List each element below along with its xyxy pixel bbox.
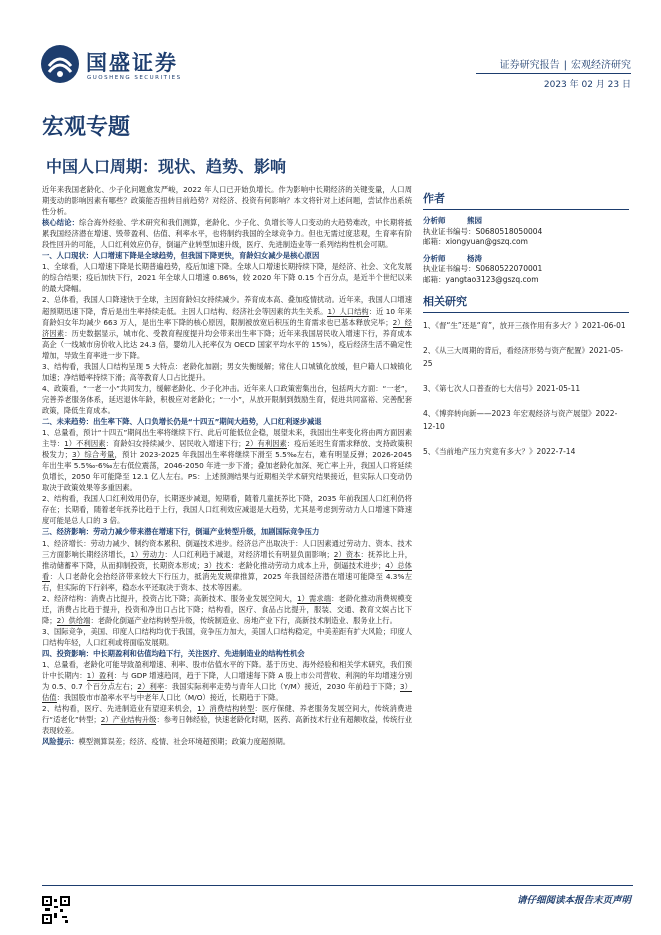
paragraph: 1、经济增长：劳动力减少、制约资本累积、倒逼技术进步。经济总产出取决于：人口因素通过劳动力、资本、技术三方面影响长期经济增长，1）劳动力：人口红利趋于减退，对经济增长有明显负面影响；2）资本：抚养比上升，推动储蓄率下降，从而抑制投资，长期资本形成；3）技术：老龄化推动劳动力成本上升，倒逼技术进步；4）总体看：人口老龄化会抬经济带来较大下行压力，抵消先发规律推算，2025 年我国经济潜在增速可能降至 4.3%左右，但实际的下行斜率，稳态水平还取决于资本、技术等因素。 [42, 538, 413, 592]
analyst-email[interactable]: yangtao3123@gszq.com [445, 274, 539, 284]
email-label: 邮箱： [423, 274, 446, 284]
company-logo [40, 44, 240, 88]
footer-divider [42, 885, 633, 886]
related-report-link[interactable]: 3、《第七次人口普查的七大信号》2021-05-11 [423, 384, 581, 393]
report-type: 证券研究报告 [499, 60, 560, 71]
paragraph: 2、结构看，医疗、先进制造业有望迎来机会，1）消费结构转型：医疗保健、养老服务发展空间大，传统消费进行“适老化”转型；2）产业结构升级：参考日韩经验，快速老龄化时期，医药、高新技术行业有超额收益，传统行业表现较差。 [42, 704, 413, 736]
report-date: 2023 年 02 月 23 日 [543, 80, 631, 90]
related-heading: 相关研究 [423, 293, 629, 313]
risk-warning [42, 736, 412, 747]
section-heading-1: 一、人口现状：人口增速下降是全球趋势，但我国下降更快，育龄妇女减少是核心原因 [42, 251, 320, 261]
license-number: S0680518050004 [475, 226, 543, 236]
analyst-card [423, 254, 629, 286]
section-heading-3: 三、经济影响：劳动力减少带来潜在增速下行，倒逼产业转型升级，加剧国际竞争压力 [42, 527, 320, 537]
email-label: 邮箱： [423, 237, 446, 246]
company-logo-icon [40, 44, 80, 84]
license-number: S0680522070001 [475, 264, 543, 273]
related-report-link[interactable]: 5、《当前地产压力究竟有多大？》2022-7-14 [423, 447, 576, 456]
sidebar [423, 190, 629, 470]
qr-code-icon [42, 896, 70, 924]
related-report-link[interactable]: 1、《督“生”还是“育”，放开三孩作用有多大？》2021-06-01 [423, 321, 626, 330]
paragraph: 2、结构看，我国人口红利效用仍存，长期逐步减退，短期看，随着几童抚养比下降，2035 年前我国人口红利仍将存在；长期看，随着老年抚养比趋于上行，我国人口红利效应减退是大趋势，尤其是考虑到劳动力人口增速下降速度可能是总人口的 3 倍。 [42, 494, 412, 526]
core-label: 核心结论： [42, 218, 80, 228]
report-body [42, 184, 412, 747]
paragraph: 3、结构看，我国人口结构呈现 5 大特点：老龄化加剧；男女失衡缓解；常住人口城镇化放缓，但户籍人口城镇化加速；净结婚率持续下滑；高等教育人口占比提升。 [42, 361, 412, 382]
footer-disclaimer: 请仔细阅读本报告末页声明 [516, 895, 631, 906]
section-heading-2: 二、未来趋势：出生率下降、人口负增长仍是“十四五”期间大趋势，人口红利逐步减退 [42, 416, 322, 426]
analyst-role: 分析师 [423, 253, 446, 263]
license-label: 执业证书编号： [423, 264, 476, 273]
authors-heading: 作者 [423, 190, 629, 210]
report-field: 宏观经济研究 [571, 60, 631, 71]
intro-paragraph: 近年来我国老龄化、少子化问题愈发严峻，2022 年人口已开始负增长。作为影响中长期经济的关键变量，人口周期变动的影响因素有哪些？政策能否扭转目前趋势？对经济、投资有何影响？本文将针对上述问题，尝试作出系统性分析。 [42, 185, 412, 217]
risk-label: 风险提示： [42, 737, 79, 747]
paragraph: 1、总量看，老龄化可能导致盈利增速、利率、股市估值水平的下降。基于历史、海外经验和相关学术研究，我们预计中长期内：1）盈利：与 GDP 增速趋同，趋于下降，人口增速每下降 A 股上市公司营收、利润的年均增速分别为 0.5、0.7 个百分点左右；2）利率：我国实际利率走势与青年人口比（Y/M）接近，2030 年前趋于下降；3）估值：我国股市市盈率水平与中老年人口比（M/O）接近，长期趋于下降。 [42, 660, 412, 703]
analyst-card [423, 216, 629, 248]
header-divider [476, 73, 631, 74]
paragraph: 1、全球看，人口增速下降是长期普遍趋势，疫后加速下降。全球人口增速长期持续下降，是经济、社会、文化发展的综合结果；疫后加快下行，2021 年全球人口增速 0.86%，较 2020 年下降 0.15 个百分点，是近半个世纪以来的最大降幅。 [42, 262, 412, 294]
paragraph: 2、总体看，我国人口降速快于全球，主因育龄妇女持续减少。养育成本高、叠加疫情扰动。近年来，我国人口增速超预期迅速下降，背后是出生率持续走低。主因人口结构、经济社会等因素的共生关系。1）人口结构：近 10 年来育龄妇女年均减少 663 万人，是出生率下降的核心原因，限制被放宽后积压的生育需求也已基本释放完毕；2）经济因素：历史数据显示，城市化、受教育程度提升均会带来出生率下降；近年来我国居民收入增速下行，养育成本高企（一线城市房价收入比达 24.3 倍，婴幼儿入托率仅为 OECD 国家平均水平的 15%），疫后经济生活不确定性增加，导致生育率进一步下降。 [42, 295, 413, 360]
paragraph: 3、国际竞争，美国、印度人口结构均优于我国，竞争压力加大，美国人口结构稳定，中美差距有扩大风险；印度人口结构年轻，人口红利或将面临发展期。 [42, 626, 412, 647]
paragraph: 1、总量看，预计“十四五”期间出生率将继续下行、此后可能低位企稳，展望未来，我国出生率变化将由两方面因素主导：1）不利因素：育龄妇女持续减少、居民收入增速下行；2）有利因素：疫后延迟生育需求释放、支持政策积极发力；3）综合考量，预计 2023-2025 年我国出生率将继续下滑至 5.5‰左右，难有明显反弹；2026-2045 年出生率 5.5‰-6‰左右低位震荡，2046-2050 年进一步下滑；叠加老龄化加深、死亡率上升，我国人口将延续负增长，2050 年可能降至 12.1 亿人左右。PS：上述预测结果与近期相关学术研究结果接近，但实际人口变动仍取决于政策效果等多重因素。 [42, 428, 412, 493]
analyst-role: 分析师 [423, 216, 446, 225]
analyst-name: 熊园 [467, 216, 482, 225]
logo-english: GUOSHENG SECURITIES [87, 75, 182, 81]
core-conclusion [42, 217, 412, 250]
section-heading-4: 四、投资影响：中长期盈利和估值均趋下行，关注医疗、先进制造业的结构性机会 [42, 648, 305, 658]
report-category: 证券研究报告 | 宏观经济研究 [499, 60, 631, 71]
core-text: 综合海外经验、学术研究和我们测算，老龄化、少子化、负增长等人口变动的大趋势难改，中长期将抵累我国经济潜在增速、毁带盈利、估值、利率水平，也将制约我国的全球竞争力。但也无需过度悲观，生育率有阶段性回升的可能，人口红利效应仍存，倒逼产业转型加速升级，医疗、先进制造业等一系列结构性机会可期。 [42, 218, 413, 250]
paragraph: 2、经济结构：消费占比提升，投资占比下降；高新技术、服务业发展空间大，1）需求端：老龄化推动消费规模变迁，消费占比趋于提升，投资和净出口占比下降；结构看，医疗、食品占比提升，服装、交通、教育文娱占比下降；2）供给端：老龄化倒逼产业结构转型升级，传统制造业、房地产业下行，高新技术制造业、服务业上行。 [42, 593, 413, 625]
paragraph: 4、政策看，“一老一小”共同发力，缓解老龄化、少子化冲击。近年来人口政策密集出台，包括两大方面：“一老”，完善养老服务体系，延迟退休年龄，积极应对老龄化；“一小”，从放开限制到鼓励生育，促进共同富裕、完善配套政策，降低生育成本。 [42, 383, 413, 415]
report-subtitle: 中国人口周期：现状、趋势、影响 [46, 157, 287, 176]
analyst-email[interactable]: xiongyuan@gszq.com [445, 237, 528, 246]
page-title: 宏观专题 [42, 114, 131, 140]
related-report-link[interactable]: 2、《从三大周期的背后，看经济形势与资产配置》2021-05-25 [423, 346, 624, 368]
related-report-link[interactable]: 4、《博弈转向新——2023 年宏观经济与资产展望》2022-12-10 [423, 409, 618, 431]
license-label: 执业证书编号： [423, 226, 476, 236]
risk-text: 模型测算误差；经济、疫情、社会环境超预期；政策力度超预期。 [78, 737, 291, 747]
logo-chinese: 国盛证券 [86, 51, 178, 75]
analyst-name: 杨涛 [467, 253, 482, 263]
